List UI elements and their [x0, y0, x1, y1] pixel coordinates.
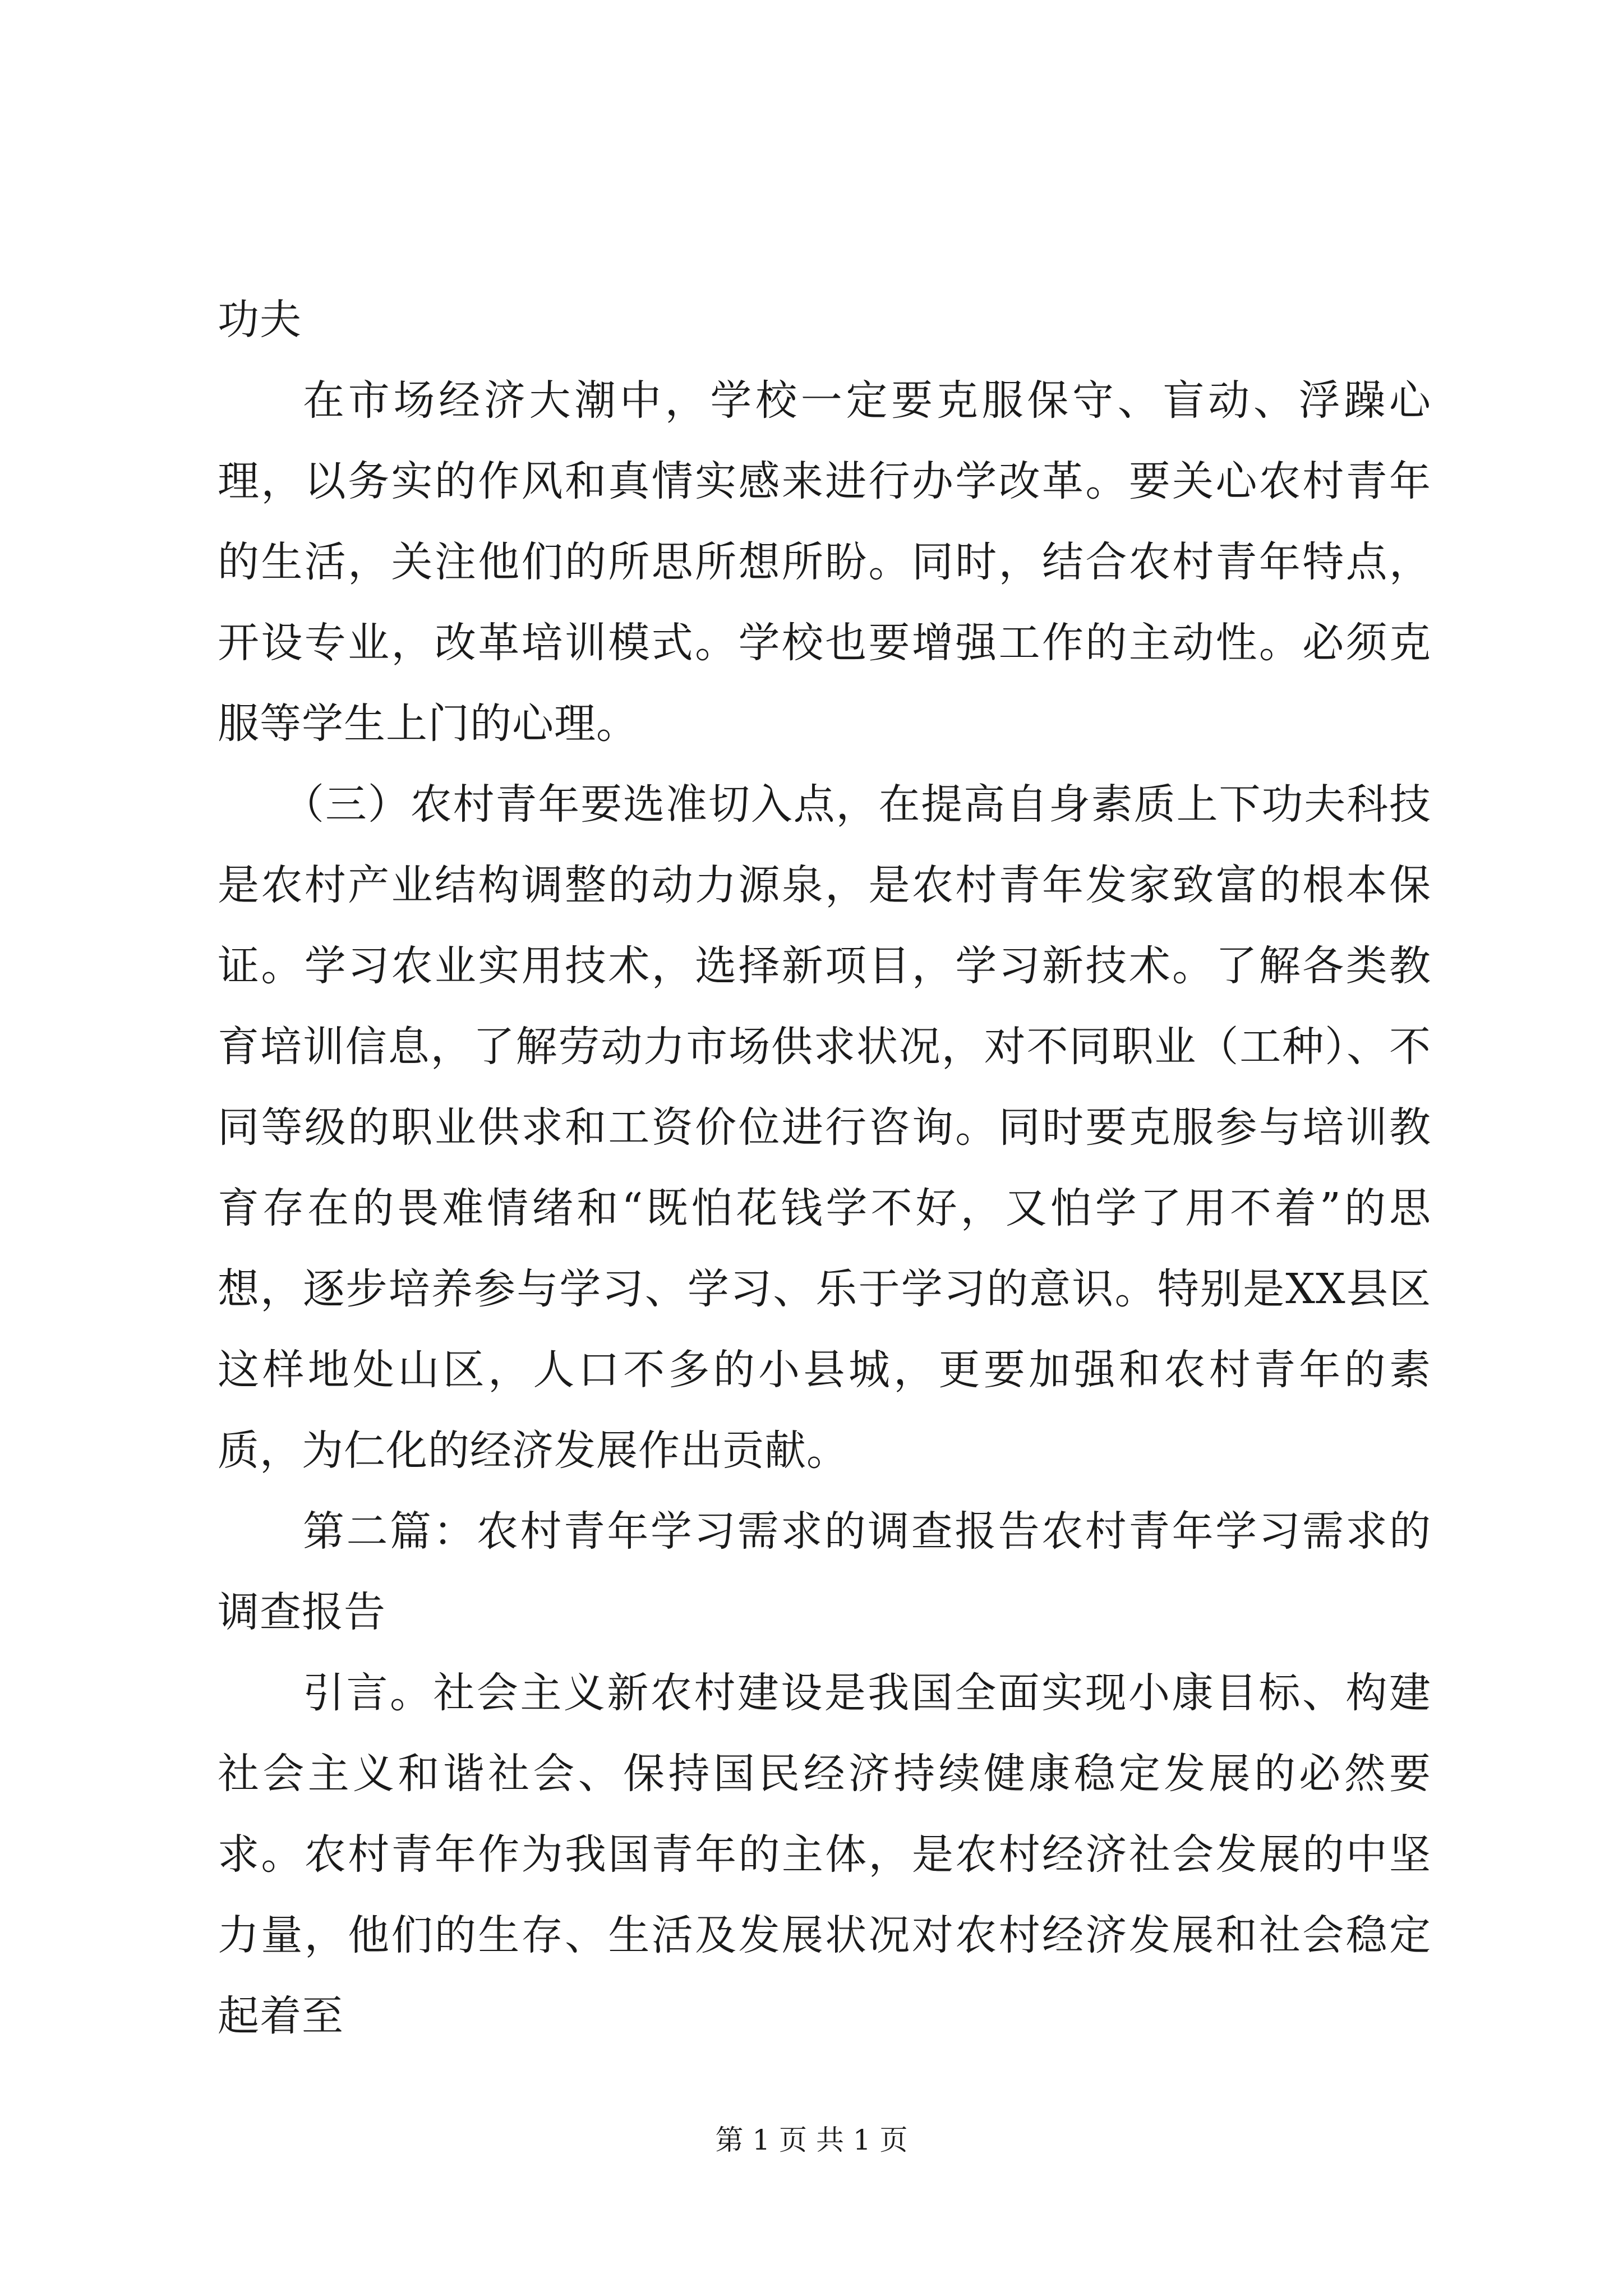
paragraph-continuation: 功夫 [218, 296, 302, 344]
paragraph-introduction: 引言。社会主义新农村建设是我国全面实现小康目标、构建社会主义和谐社会、保持国民经济持续健康稳定发展的必然要求。农村青年作为我国青年的主体，是农村经济社会发展的中坚力量，他们的生存、生活及发展状况对农村经济发展和社会稳定起着至 [218, 1669, 1431, 2040]
paragraph-chapter-two-title: 第二篇：农村青年学习需求的调查报告农村青年学习需求的调查报告 [218, 1507, 1431, 1636]
page-number-footer: 第 1 页 共 1 页 [715, 2124, 908, 2156]
document-body [218, 279, 1431, 2056]
paragraph-school-reform: 在市场经济大潮中，学校一定要克服保守、盲动、浮躁心理，以务实的作风和真情实感来进行办学改革。要关心农村青年的生活，关注他们的所思所想所盼。同时，结合农村青年特点，开设专业，改革培训模式。学校也要增强工作的主动性。必须克服等学生上门的心理。 [218, 376, 1431, 748]
paragraph-section-three: （三）农村青年要选准切入点，在提高自身素质上下功夫科技是农村产业结构调整的动力源泉，是农村青年发家致富的根本保证。学习农业实用技术，选择新项目，学习新技术。了解各类教育培训信息，了解劳动力市场供求状况，对不同职业（工种）、不同等级的职业供求和工资价位进行咨询。同时要克服参与培训教育存在的畏难情绪和“既怕花钱学不好，又怕学了用不着”的思想，逐步培养参与学习、学习、乐于学习的意识。特别是XX县区这样地处山区，人口不多的小县城，更要加强和农村青年的素质，为仁化的经济发展作出贡献。 [218, 780, 1431, 1475]
